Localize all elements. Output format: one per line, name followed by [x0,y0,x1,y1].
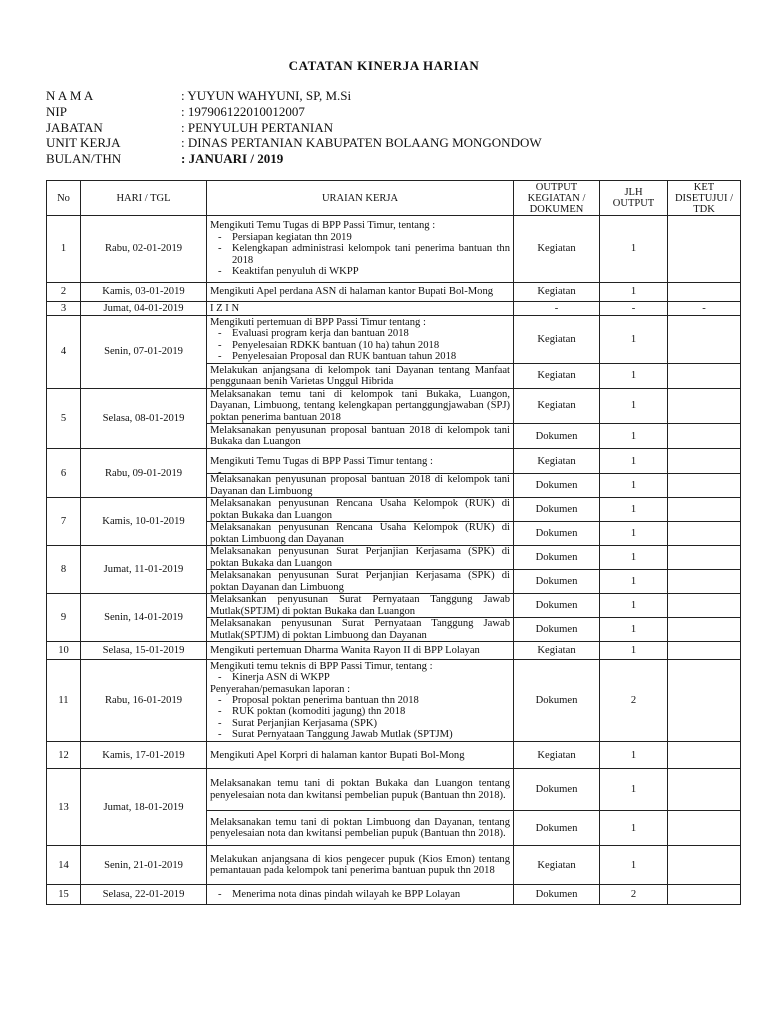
work-item-list [210,328,510,362]
work-description [207,498,514,522]
approval-status [668,522,741,546]
output-type: Kegiatan [514,364,600,389]
work-text: Melaksanakan penyusunan Surat Pernyataan Tanggung Jawab Mutlak(SPTJM) di poktan Limbuong dan Dayanan [210,618,510,641]
approval-status [668,364,741,389]
output-type: - [514,302,600,316]
work-description [207,389,514,424]
approval-status [668,846,741,885]
row-number: 12 [47,742,81,769]
table-row [47,498,741,522]
output-type: Kegiatan [514,642,600,660]
row-number: 10 [47,642,81,660]
output-type: Dokumen [514,885,600,905]
row-date: Senin, 07-01-2019 [81,316,207,389]
work-text: Melaksanakan temu tani di kelompok tani Bukaka, Luangon, Dayanan, Limbuong, tentang kelengkapan pertanggungjawaban (SPJ) poktan penerima bantuan 2018 [210,389,510,423]
table-row [47,885,741,905]
work-description [207,885,514,905]
approval-status [668,660,741,742]
output-type: Dokumen [514,594,600,618]
output-count: 1 [600,811,668,846]
output-count: 1 [600,642,668,660]
table-row [47,302,741,316]
row-date: Rabu, 16-01-2019 [81,660,207,742]
work-item: - Surat Perjanjian Kerjasama (SPK) [210,718,510,729]
output-count: 1 [600,424,668,449]
row-number: 2 [47,283,81,302]
work-description [207,742,514,769]
row-number: 6 [47,449,81,498]
row-date: Kamis, 03-01-2019 [81,283,207,302]
output-type: Dokumen [514,498,600,522]
table-row [47,389,741,424]
output-count: 2 [600,660,668,742]
header-work: URAIAN KERJA [207,181,514,216]
row-date: Jumat, 04-01-2019 [81,302,207,316]
row-number: 9 [47,594,81,642]
work-item-list [210,672,510,683]
employee-info [46,88,542,167]
work-text: Mengikuti pertemuan Dharma Wanita Rayon II di BPP Lolayan [210,645,480,657]
info-row-nip [46,104,542,120]
work-text: Melakukan anjangsana di kelompok tani Dayanan tentang Manfaat penggunaan benih Varietas Unggul Hibrida [210,364,510,387]
work-text: Mengikuti Apel perdana ASN di halaman kantor Bupati Bol-Mong [210,286,494,298]
work-item-list [210,232,510,278]
output-count: 1 [600,769,668,811]
output-type: Dokumen [514,811,600,846]
approval-status [668,618,741,642]
work-description [207,216,514,283]
work-intro: Mengikuti temu teknis di BPP Passi Timur, tentang : [210,660,433,672]
approval-status [668,885,741,905]
row-number: 4 [47,316,81,389]
approval-status [668,216,741,283]
row-number: 15 [47,885,81,905]
output-count: 1 [600,618,668,642]
table-body [47,216,741,905]
info-row-unit [46,135,542,151]
approval-status [668,474,741,498]
work-description [207,570,514,594]
approval-status [668,498,741,522]
table-row [47,216,741,283]
info-row-period [46,151,542,167]
row-number: 5 [47,389,81,449]
output-type: Kegiatan [514,389,600,424]
output-type: Kegiatan [514,216,600,283]
output-type: Dokumen [514,769,600,811]
output-count: 1 [600,742,668,769]
row-number: 3 [47,302,81,316]
approval-status [668,642,741,660]
info-value: : DINAS PERTANIAN KABUPATEN BOLAANG MONGONDOW [181,135,542,151]
work-text: I Z I N [210,302,240,314]
output-type: Kegiatan [514,846,600,885]
work-item: - Surat Pernyataan Tanggung Jawab Mutlak (SPTJM) [210,729,510,740]
info-value: : JANUARI / 2019 [181,151,284,167]
info-label: UNIT KERJA [46,135,121,151]
approval-status [668,811,741,846]
row-number: 1 [47,216,81,283]
output-type: Dokumen [514,618,600,642]
work-description [207,642,514,660]
work-text: Melaksankan penyusunan Surat Pernyataan Tanggung Jawab Mutlak(SPTJM) di poktan Bukaka dan Luangon [210,594,510,617]
output-count: 1 [600,389,668,424]
work-text: Melakukan anjangsana di kios pengecer pupuk (Kios Emon) tentang pemantauan pada kelompok tani penerima bantuan pupuk thn 2018 [210,853,510,877]
output-type: Dokumen [514,522,600,546]
work-description [207,474,514,498]
work-text: Melaksanakan temu tani di poktan Bukaka dan Luangon tentang penyelesaian nota dan kwitansi pembelian pupuk (Bantuan thn 2018). [210,778,510,801]
output-type: Dokumen [514,546,600,570]
work-description [207,449,514,474]
table-row [47,449,741,474]
approval-status [668,316,741,364]
work-intro: Penyerahan/pemasukan laporan : [210,683,351,695]
output-count: 1 [600,364,668,389]
work-text: Melaksanakan penyusunan proposal bantuan 2018 di kelompok tani Bukaka dan Luangon [210,424,510,448]
work-description [207,846,514,885]
row-date: Jumat, 18-01-2019 [81,769,207,846]
row-number: 8 [47,546,81,594]
table-row [47,546,741,570]
work-item: - Persiapan kegiatan thn 2019 [210,232,510,243]
work-intro: Mengikuti pertemuan di BPP Passi Timur tentang : [210,316,426,328]
work-item: - Kinerja ASN di WKPP [210,672,510,683]
info-label: N A M A [46,88,94,103]
row-date: Rabu, 02-01-2019 [81,216,207,283]
table-row [47,642,741,660]
work-description [207,618,514,642]
table-header-row [47,181,741,216]
work-item: - Evaluasi program kerja dan bantuan 2018 [210,328,510,339]
row-date: Senin, 21-01-2019 [81,846,207,885]
info-value: : YUYUN WAHYUNI, SP, M.Si [181,88,352,103]
approval-status [668,769,741,811]
table-row [47,594,741,618]
work-item: - Keaktifan penyuluh di WKPP [210,266,510,277]
header-no: No [47,181,81,216]
work-item-list [210,889,510,900]
work-text: Mengikuti Apel Korpri di halaman kantor Bupati Bol-Mong [210,749,465,761]
table-row [47,283,741,302]
output-count: 1 [600,570,668,594]
work-text: Melaksanakan penyusunan Rencana Usaha Kelompok (RUK) di poktan Limbuong dan Dayanan [210,522,510,545]
header-date: HARI / TGL [81,181,207,216]
work-intro: Mengikuti Temu Tugas di BPP Passi Timur tentang : [210,455,433,467]
work-description [207,424,514,449]
work-text: Melaksanakan penyusunan Surat Perjanjian Kerjasama (SPK) di poktan Bukaka dan Luangon [210,546,510,569]
work-description [207,522,514,546]
work-item: - Proposal poktan penerima bantuan thn 2018 [210,695,510,706]
row-number: 11 [47,660,81,742]
output-type: Kegiatan [514,449,600,474]
approval-status [668,546,741,570]
output-count: 1 [600,846,668,885]
row-date: Jumat, 11-01-2019 [81,546,207,594]
output-count: 1 [600,449,668,474]
approval-status [668,570,741,594]
approval-status [668,742,741,769]
output-count: 1 [600,283,668,302]
performance-table [46,180,741,905]
work-description [207,302,514,316]
info-label: BULAN/THN [46,151,122,167]
output-count: 1 [600,498,668,522]
row-date: Senin, 14-01-2019 [81,594,207,642]
row-date: Selasa, 08-01-2019 [81,389,207,449]
output-type: Kegiatan [514,316,600,364]
info-label: NIP [46,103,67,119]
output-count: 1 [600,522,668,546]
row-date: Rabu, 09-01-2019 [81,449,207,498]
output-count: 1 [600,216,668,283]
work-item: - Menerima nota dinas pindah wilayah ke BPP Lolayan [210,889,510,900]
output-count: 1 [600,594,668,618]
work-item: - Kelengkapan administrasi kelompok tani penerima bantuan thn 2018 [210,243,510,266]
header-output: OUTPUT KEGIATAN / DOKUMEN [514,181,600,216]
work-description [207,594,514,618]
approval-status [668,389,741,424]
output-count: 2 [600,885,668,905]
info-row-jabatan [46,120,542,136]
row-date: Kamis, 17-01-2019 [81,742,207,769]
work-item: - RUK poktan (komoditi jagung) thn 2018 [210,706,510,717]
approval-status [668,283,741,302]
work-description [207,769,514,811]
work-text: Melaksanakan penyusunan Rencana Usaha Kelompok (RUK) di poktan Bukaka dan Luangon [210,498,510,521]
approval-status [668,449,741,474]
work-description [207,660,514,742]
output-count: 1 [600,546,668,570]
output-type: Dokumen [514,424,600,449]
table-row [47,316,741,364]
work-description [207,811,514,846]
approval-status [668,424,741,449]
table-row [47,660,741,742]
table-row [47,742,741,769]
work-description [207,316,514,364]
row-date: Selasa, 22-01-2019 [81,885,207,905]
work-text: Melaksanakan penyusunan proposal bantuan 2018 di kelompok tani Dayanan dan Limbuong [210,474,510,497]
row-date: Selasa, 15-01-2019 [81,642,207,660]
work-intro: Mengikuti Temu Tugas di BPP Passi Timur, tentang : [210,220,436,232]
document-title: CATATAN KINERJA HARIAN [288,58,480,73]
info-label: JABATAN [46,119,103,135]
header-ket: KET DISETUJUI / TDK [668,181,741,216]
work-item-list [210,695,510,741]
output-count: - [600,302,668,316]
output-type: Dokumen [514,570,600,594]
work-description [207,546,514,570]
output-count: 1 [600,474,668,498]
table-row [47,769,741,811]
info-value: : PENYULUH PERTANIAN [181,119,334,135]
info-value: : 197906122010012007 [181,103,305,119]
output-count: 1 [600,316,668,364]
approval-status [668,594,741,618]
work-description [207,283,514,302]
row-number: 14 [47,846,81,885]
work-item: - Penyelesaian RDKK bantuan (10 ha) tahun 2018 [210,340,510,351]
row-number: 13 [47,769,81,846]
work-description [207,364,514,389]
approval-status: - [668,302,741,316]
work-item: - Penyelesaian Proposal dan RUK bantuan tahun 2018 [210,351,510,362]
output-type: Dokumen [514,474,600,498]
output-type: Dokumen [514,660,600,742]
output-type: Kegiatan [514,283,600,302]
output-type: Kegiatan [514,742,600,769]
row-date: Kamis, 10-01-2019 [81,498,207,546]
table-row [47,846,741,885]
work-text: Melaksanakan penyusunan Surat Perjanjian Kerjasama (SPK) di poktan Dayanan dan Limbuong [210,570,510,593]
header-jlh: JLH OUTPUT [600,181,668,216]
work-text: Melaksanakan temu tani di poktan Limbuong dan Dayanan, tentang penyelesaian nota dan kwitansi pembelian pupuk (Bantuan thn 2018). [210,816,510,840]
info-row-name [46,88,542,104]
row-number: 7 [47,498,81,546]
